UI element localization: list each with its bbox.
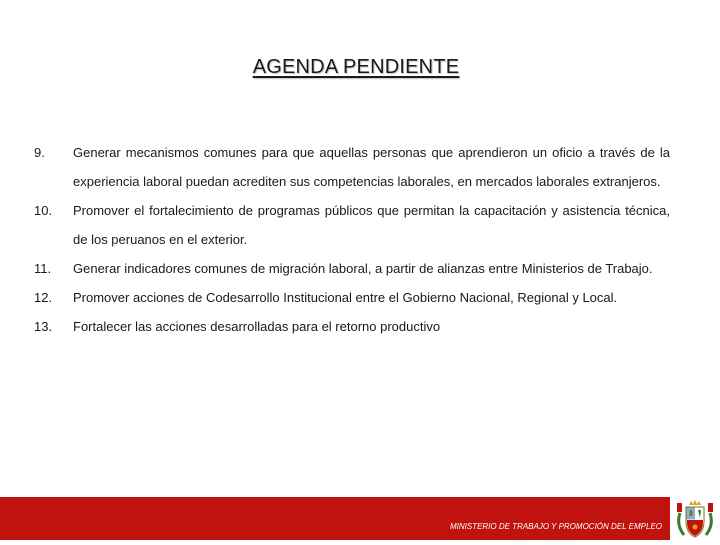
coat-of-arms-icon xyxy=(674,499,716,540)
list-item xyxy=(34,312,670,341)
list-item xyxy=(34,283,670,312)
page-title: AGENDA PENDIENTE xyxy=(252,56,460,78)
item-number: 13. xyxy=(34,319,53,334)
item-text: Generar indicadores comunes de migración laboral, a partir de alianzas entre Ministerios de Trabajo. xyxy=(73,261,653,276)
list-item xyxy=(34,138,670,196)
item-text: Fortalecer las acciones desarrolladas para el retorno productivo xyxy=(73,319,441,334)
agenda-list xyxy=(34,138,670,341)
item-number: 10. xyxy=(34,203,53,218)
item-number: 11. xyxy=(34,261,52,276)
item-text: Generar mecanismos comunes para que aquellas personas que aprendieron un oficio a través de la experiencia laboral puedan acrediten sus competencias laborales, en mercados laborales extranjeros. xyxy=(73,145,670,189)
list-item xyxy=(34,196,670,254)
item-text: Promover acciones de Codesarrollo Institucional entre el Gobierno Nacional, Regional y Local. xyxy=(73,290,618,305)
item-number: 9. xyxy=(34,145,45,160)
ministry-name: MINISTERIO DE TRABAJO Y PROMOCIÓN DEL EMPLEO xyxy=(449,522,662,531)
item-number: 12. xyxy=(34,290,53,305)
item-text: Promover el fortalecimiento de programas públicos que permitan la capacitación y asistencia técnica, de los peruanos en el exterior. xyxy=(73,203,670,247)
footer-bar xyxy=(0,497,670,540)
list-item xyxy=(34,254,670,283)
